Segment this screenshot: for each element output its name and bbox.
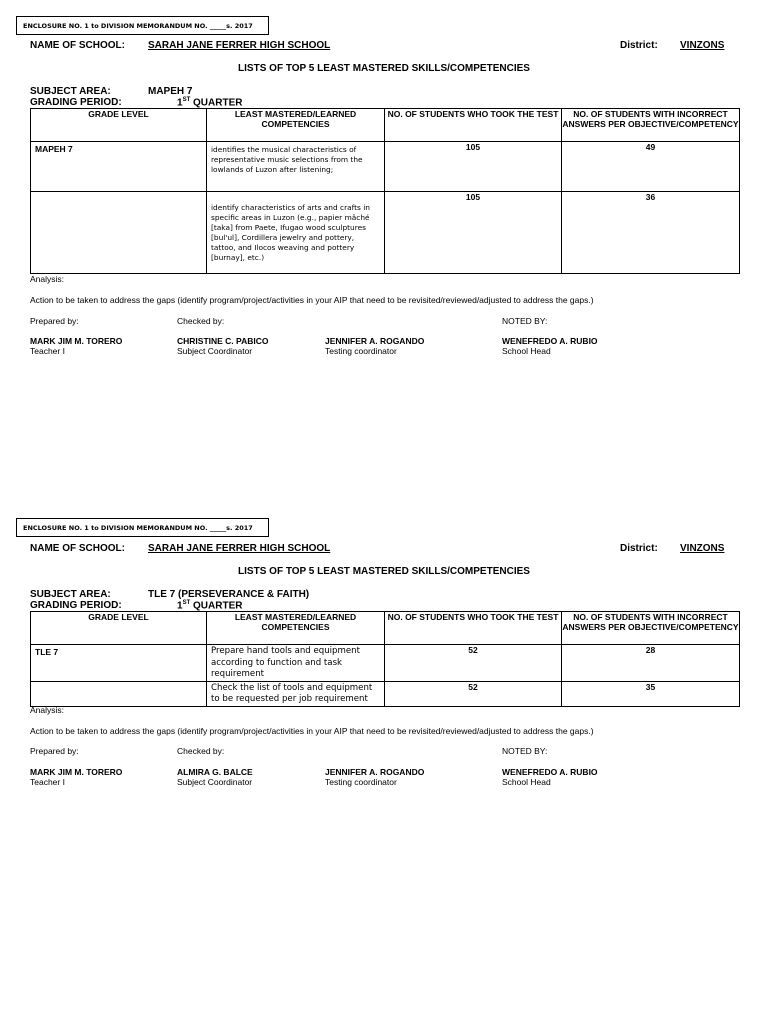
action-note: Action to be taken to address the gaps (identify program/project/activities in your AIP that need to be revisited/reviewed/adjusted to address the gaps.): [30, 295, 594, 305]
grade-level-cell: TLE 7: [31, 645, 207, 682]
grading-period-label: GRADING PERIOD:: [30, 600, 122, 611]
grading-period-value: 1ST QUARTER: [177, 97, 243, 109]
signatory-role: Teacher I: [30, 346, 65, 356]
header-incorrect-answers: NO. OF STUDENTS WITH INCORRECT ANSWERS PER OBJECTIVE/COMPETENCY: [562, 612, 740, 645]
noted-by-label: NOTED BY:: [502, 746, 548, 756]
grade-level-cell: MAPEH 7: [31, 142, 207, 192]
competency-cell: Check the list of tools and equipment to be requested per job requirement: [207, 681, 385, 706]
signatory-block: [30, 767, 122, 787]
students-took-cell: 52: [385, 681, 562, 706]
analysis-label: Analysis:: [30, 274, 65, 284]
competency-table: [30, 611, 740, 707]
table-row: [31, 681, 740, 706]
form-title: LISTS OF TOP 5 LEAST MASTERED SKILLS/COMPETENCIES: [238, 63, 530, 74]
students-took-cell: 105: [385, 142, 562, 192]
grade-level-cell: [31, 192, 207, 274]
students-took-cell: 105: [385, 192, 562, 274]
district-label: District:: [620, 543, 658, 554]
incorrect-answers-cell: 49: [562, 142, 740, 192]
table-row: [31, 645, 740, 682]
signatory-name: WENEFREDO A. RUBIO: [502, 336, 598, 346]
signatory-role: Subject Coordinator: [177, 346, 253, 356]
signatory-block: [502, 336, 598, 356]
competency-table: [30, 108, 740, 274]
district-name: VINZONS: [680, 543, 725, 554]
form-title: LISTS OF TOP 5 LEAST MASTERED SKILLS/COMPETENCIES: [238, 566, 530, 577]
header-grade-level: GRADE LEVEL: [31, 109, 207, 142]
signatory-name: JENNIFER A. ROGANDO: [325, 767, 425, 777]
signatory-block: [30, 336, 122, 356]
checked-by-label: Checked by:: [177, 316, 225, 326]
signatory-role: School Head: [502, 777, 551, 787]
action-note: Action to be taken to address the gaps (identify program/project/activities in your AIP that need to be revisited/reviewed/adjusted to address the gaps.): [30, 726, 594, 736]
checked-by-label: Checked by:: [177, 746, 225, 756]
signatory-name: CHRISTINE C. PABICO: [177, 336, 269, 346]
grade-level-cell: [31, 681, 207, 706]
signatory-name: JENNIFER A. ROGANDO: [325, 336, 425, 346]
header-competencies: LEAST MASTERED/LEARNED COMPETENCIES: [207, 612, 385, 645]
noted-by-label: NOTED BY:: [502, 316, 548, 326]
table-row: [31, 192, 740, 274]
header-competencies: LEAST MASTERED/LEARNED COMPETENCIES: [207, 109, 385, 142]
school-name: SARAH JANE FERRER HIGH SCHOOL: [148, 40, 331, 51]
signatory-role: School Head: [502, 346, 551, 356]
subject-area-value: TLE 7 (PERSEVERANCE & FAITH): [148, 589, 310, 600]
header-grade-level: GRADE LEVEL: [31, 612, 207, 645]
analysis-label: Analysis:: [30, 705, 65, 715]
signatory-role: Subject Coordinator: [177, 777, 253, 787]
enclosure-label: ENCLOSURE NO. 1 to DIVISION MEMORANDUM NO. _____s. 2017: [16, 518, 269, 537]
signatory-block: [502, 767, 598, 787]
table-header-row: [31, 612, 740, 645]
enclosure-label: ENCLOSURE NO. 1 to DIVISION MEMORANDUM NO. _____s. 2017: [16, 16, 269, 35]
signatory-role: Testing coordinator: [325, 777, 397, 787]
grading-period-value: 1ST QUARTER: [177, 600, 243, 612]
competency-cell: identify characteristics of arts and crafts in specific areas in Luzon (e.g., papier mâché [taka] from Paete, Ifugao wood sculptures [bul'ul], Cordillera jewelry and pottery, tattoo, and Ilocos weaving and pottery [burnay], etc.): [207, 192, 385, 274]
district-label: District:: [620, 40, 658, 51]
signatory-name: ALMIRA G. BALCE: [177, 767, 253, 777]
table-header-row: [31, 109, 740, 142]
prepared-by-label: Prepared by:: [30, 746, 79, 756]
subject-area-value: MAPEH 7: [148, 86, 193, 97]
grading-period-label: GRADING PERIOD:: [30, 97, 122, 108]
incorrect-answers-cell: 28: [562, 645, 740, 682]
subject-area-label: SUBJECT AREA:: [30, 86, 111, 97]
school-name: SARAH JANE FERRER HIGH SCHOOL: [148, 543, 331, 554]
signatory-block: [325, 336, 424, 356]
subject-area-label: SUBJECT AREA:: [30, 589, 111, 600]
signatory-name: WENEFREDO A. RUBIO: [502, 767, 598, 777]
table-row: [31, 142, 740, 192]
header-students-took: NO. OF STUDENTS WHO TOOK THE TEST: [385, 612, 562, 645]
school-label: NAME OF SCHOOL:: [30, 40, 125, 51]
school-label: NAME OF SCHOOL:: [30, 543, 125, 554]
students-took-cell: 52: [385, 645, 562, 682]
competency-cell: Prepare hand tools and equipment according to function and task requirement: [207, 645, 385, 682]
district-name: VINZONS: [680, 40, 725, 51]
signatory-block: [177, 336, 268, 356]
signatory-role: Testing coordinator: [325, 346, 397, 356]
signatory-name: MARK JIM M. TORERO: [30, 336, 123, 346]
competency-cell: identifies the musical characteristics of representative music selections from the lowlands of Luzon after listening;: [207, 142, 385, 192]
incorrect-answers-cell: 35: [562, 681, 740, 706]
signatory-block: [177, 767, 253, 787]
signatory-name: MARK JIM M. TORERO: [30, 767, 123, 777]
header-students-took: NO. OF STUDENTS WHO TOOK THE TEST: [385, 109, 562, 142]
signatory-role: Teacher I: [30, 777, 65, 787]
incorrect-answers-cell: 36: [562, 192, 740, 274]
signatory-block: [325, 767, 424, 787]
prepared-by-label: Prepared by:: [30, 316, 79, 326]
header-incorrect-answers: NO. OF STUDENTS WITH INCORRECT ANSWERS PER OBJECTIVE/COMPETENCY: [562, 109, 740, 142]
